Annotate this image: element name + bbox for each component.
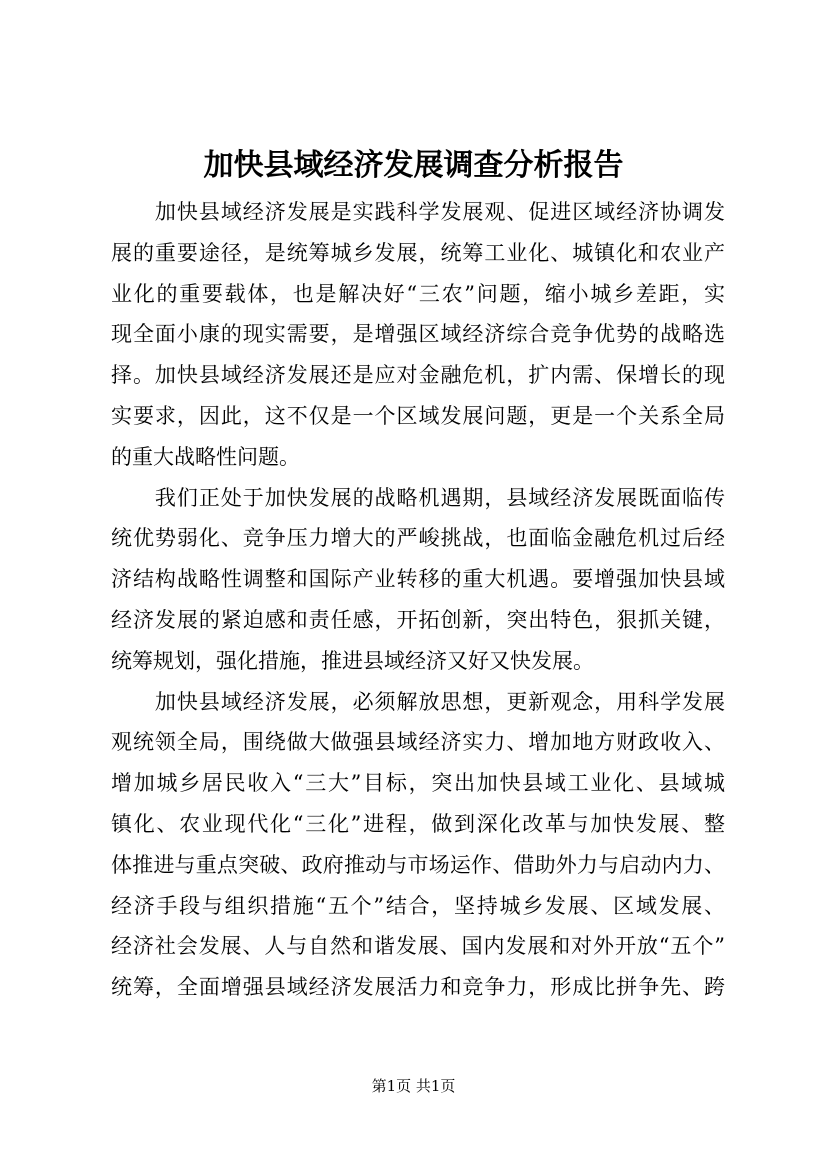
text-line: 经济发展的紧迫感和责任感，开拓创新，突出特色，狠抓关键，: [111, 607, 725, 632]
text-line: 经济手段与组织措施“五个”结合，坚持城乡发展、区域发展、: [111, 893, 725, 918]
text-line: 的重大战略性问题。: [111, 444, 300, 469]
page-footer: 第1页 共1页: [371, 1077, 456, 1095]
text-line: 现全面小康的现实需要，是增强区域经济综合竞争优势的战略选: [111, 322, 725, 347]
text-line: 择。加快县域经济发展还是应对金融危机，扩内需、保增长的现: [111, 363, 725, 388]
text-line: 业化的重要载体，也是解决好“三农”问题，缩小城乡差距，实: [111, 281, 725, 306]
text-line: 体推进与重点突破、政府推动与市场运作、借助外力与启动内力、: [111, 852, 725, 877]
text-line: 实要求，因此，这不仅是一个区域发展问题，更是一个关系全局: [111, 403, 725, 428]
document-body: [111, 192, 725, 1008]
text-line: 统筹，全面增强县域经济发展活力和竞争力，形成比拼争先、跨: [111, 975, 725, 1000]
text-line: 济结构战略性调整和国际产业转移的重大机遇。要增强加快县域: [111, 567, 725, 592]
text-line: 加快县域经济发展是实践科学发展观、促进区域经济协调发: [111, 200, 725, 224]
text-line: 加快县域经济发展，必须解放思想，更新观念，用科学发展: [111, 689, 725, 714]
text-line: 展的重要途径，是统筹城乡发展，统筹工业化、城镇化和农业产: [111, 240, 725, 265]
text-line: 经济社会发展、人与自然和谐发展、国内发展和对外开放“五个”: [111, 934, 725, 959]
text-line: 镇化、农业现代化“三化”进程，做到深化改革与加快发展、整: [111, 811, 725, 836]
text-line: 增加城乡居民收入“三大”目标，突出加快县域工业化、县域城: [111, 771, 725, 796]
document-title: 加快县域经济发展调查分析报告: [203, 148, 624, 183]
text-line: 统优势弱化、竞争压力增大的严峻挑战，也面临金融危机过后经: [111, 526, 725, 551]
text-line: 观统领全局，围绕做大做强县域经济实力、增加地方财政收入、: [111, 730, 725, 755]
text-line: 统筹规划，强化措施，推进县域经济又好又快发展。: [111, 648, 594, 673]
text-line: 我们正处于加快发展的战略机遇期，县域经济发展既面临传: [111, 485, 725, 510]
